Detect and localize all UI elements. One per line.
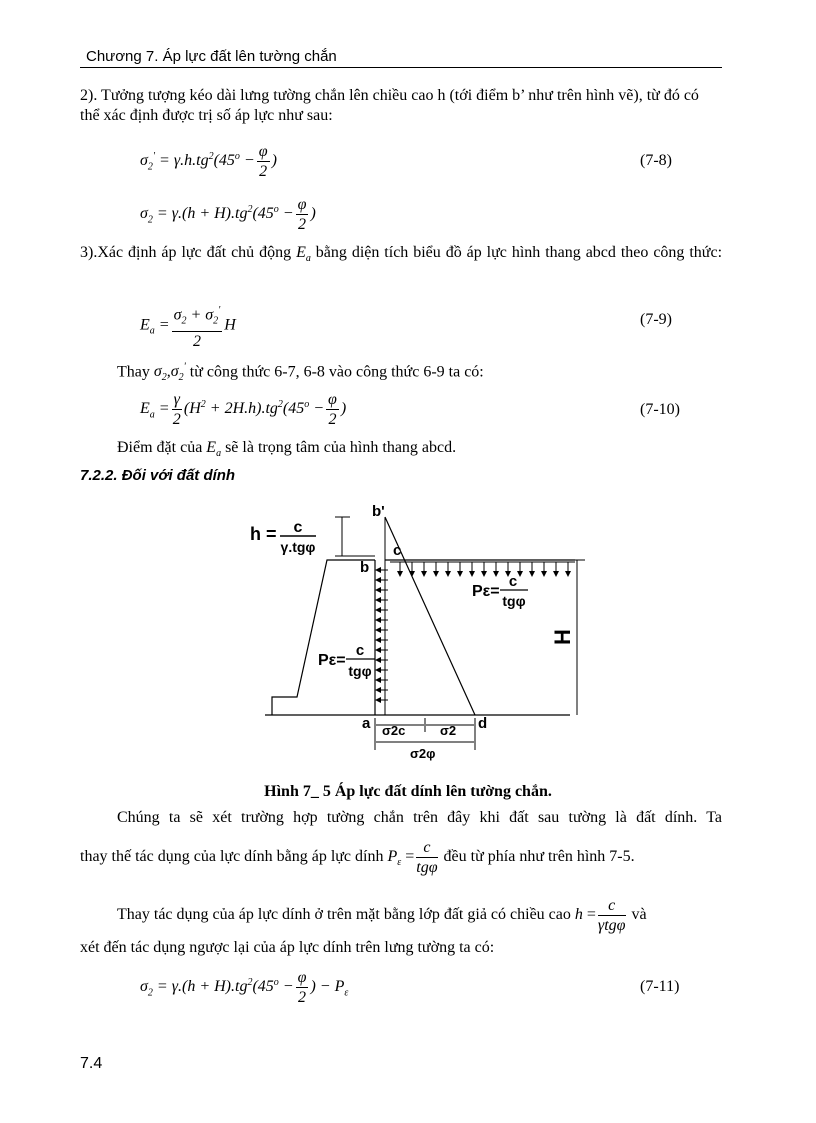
equation-number-7-9: (7-9) [640,311,672,328]
point-a: a [362,715,371,732]
para-1-line2: thay thế tác dụng của lực dính bằng áp lực dính $P_\varepsilon$ = $\frac{c}{\text{tgφ}}$ đều từ phía như trên hình 7-5. [80,839,635,876]
equation-sigma2: $\sigma_2 = \gamma.(h + H).tg^2(45^o$ − $\frac{\varphi}{2}$ ) [140,196,316,233]
para-2-line1: Thay tác dụng của áp lực dính ở trên mặt bằng lớp đất giả có chiều cao h = $\frac{c}{\text{γtgφ}}$ và [117,897,647,934]
item-3-line1: 3).Xác định áp lực đất chủ động $E_a$ bằng diện tích biểu đồ áp lực hình thang abcd theo công thức: [80,244,723,265]
equation-number-7-8: (7-8) [640,152,672,169]
point-d: d [478,715,488,732]
p-right-c: c [508,573,518,590]
H-label: H [550,629,575,645]
surface-load-arrows [390,562,575,576]
para-1-line1: Chúng ta sẽ xét trường hợp tường chắn trên đây khi đất sau tường là đất dính. Ta [117,809,722,826]
figure-7-5 [240,500,600,770]
item-2-text: 2). Tưởng tượng kéo dài lưng tường chắn lên chiều cao h (tới điểm b’ như trên hình vẽ), từ đó có thể xác định được trị số áp lực như sau: [80,87,699,124]
thay-line: Thay $\sigma_2,\sigma_2'$ từ công thức 6-7, 6-8 vào công thức 6-9 ta có: [117,362,484,384]
equation-7-8: $\sigma_2' = \gamma.h.tg^2(45^o$ − $\frac{\varphi}{2}$ ) [140,143,277,180]
para-3: xét đến tác dụng ngược lại của áp lực dính trên lưng tường ta có: [80,939,495,956]
sigma-2: σ2 [440,723,457,738]
wall-outline [272,560,375,715]
p-right-tg: tgφ [502,593,526,609]
h-frac-den: γ.tgφ [280,539,316,555]
point-b: b [360,559,370,576]
sigma-2phi: σ2φ [410,746,436,761]
wall-load-arrows [376,570,388,700]
equation-7-9: $E_a$ = $\frac{\sigma_2 + \sigma_2'}{2}$ H [140,301,236,351]
equation-7-10: $E_a$ = $\frac{\gamma}{2}$ $(H^2 + 2H.h).tg^2(45^o$ − $\frac{\varphi}{2}$ ) [140,391,347,428]
point-bprime: b' [372,503,385,520]
header-rule [80,67,722,68]
chapter-header: Chương 7. Áp lực đất lên tường chắn [86,48,337,65]
equation-number-7-10: (7-10) [640,401,680,418]
page-number: 7.4 [80,1055,103,1072]
point-c: c [393,542,402,559]
p-left-tg: tgφ [348,663,372,679]
h-frac-c: c [293,519,303,536]
diem-dat-line: Điểm đặt của $E_a$ sẽ là trọng tâm của hình thang abcd. [117,439,457,460]
equation-number-7-11: (7-11) [640,978,680,995]
section-heading: 7.2.2. Đối với đất dính [80,467,236,484]
p-label-left: Pε= [318,652,346,669]
p-left-c: c [355,642,365,659]
p-label-right: Pε= [472,583,500,600]
equation-7-11: $\sigma_2 = \gamma.(h + H).tg^2(45^o$ − $\frac{\varphi}{2}$ ) − $P_\varepsilon$ [140,969,349,1006]
figure-caption: Hình 7_ 5 Áp lực đất dính lên tường chắn. [264,783,552,800]
h-label: h = [250,524,277,544]
sigma-2c: σ2c [382,723,406,738]
